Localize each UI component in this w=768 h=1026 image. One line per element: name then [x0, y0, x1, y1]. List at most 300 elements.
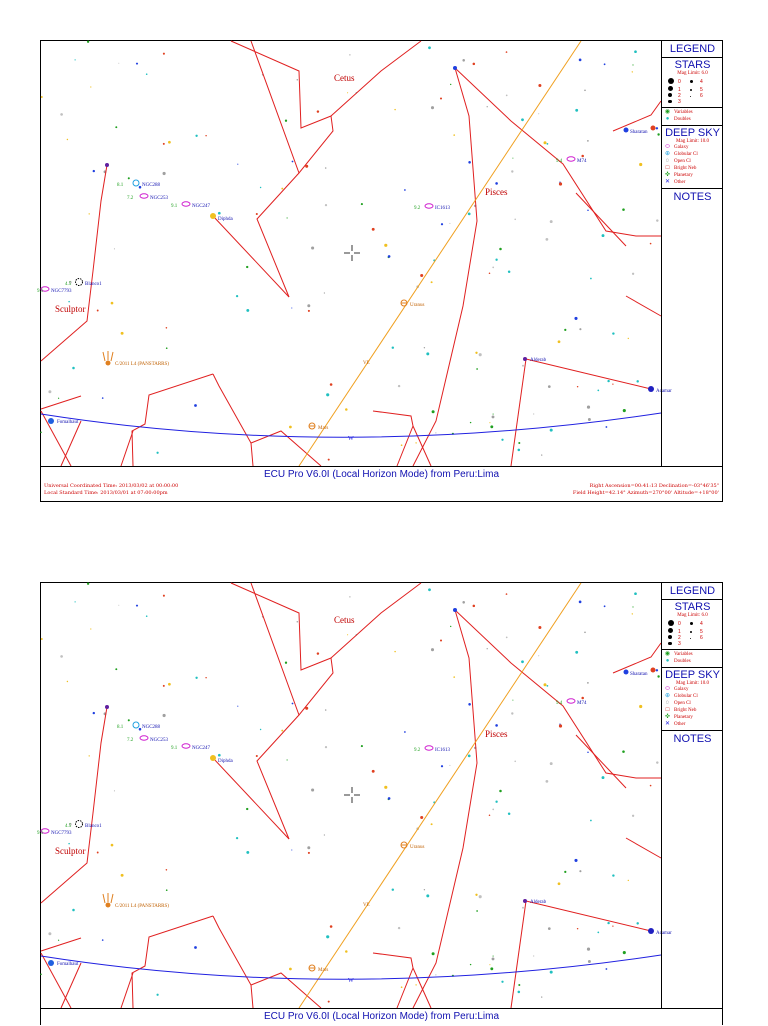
- background-star: [156, 994, 158, 996]
- background-star: [501, 981, 503, 983]
- background-star: [398, 927, 400, 929]
- background-star: [404, 189, 406, 191]
- background-star: [428, 588, 431, 591]
- legend-panel: [661, 583, 723, 1008]
- background-star: [384, 786, 387, 789]
- background-star: [597, 390, 599, 392]
- background-star: [139, 728, 142, 731]
- background-star: [495, 182, 498, 185]
- legend-open-cluster: Open Cl: [674, 701, 691, 706]
- background-star: [518, 442, 520, 444]
- label-fomalhaut: Fomalhaut: [57, 420, 79, 425]
- background-star: [575, 109, 578, 112]
- background-star: [587, 210, 589, 212]
- planet-mars-marker[interactable]: [309, 423, 315, 429]
- background-star: [297, 621, 299, 623]
- double-star-icon: ●: [665, 116, 670, 122]
- legend-other: Other: [674, 180, 686, 185]
- background-star: [550, 220, 553, 223]
- background-star: [146, 615, 148, 617]
- background-star: [432, 410, 435, 413]
- sculptor-line-a: [41, 165, 107, 361]
- background-star: [163, 143, 165, 145]
- open-cluster-icon[interactable]: [76, 821, 83, 828]
- background-star: [440, 97, 442, 99]
- background-star: [347, 92, 348, 93]
- background-star: [453, 676, 455, 678]
- background-star: [475, 894, 477, 896]
- cetus-line-d: [213, 758, 289, 839]
- background-star: [590, 820, 592, 822]
- background-star: [236, 837, 238, 839]
- pisces-line-d: [626, 838, 661, 858]
- background-star: [559, 182, 562, 185]
- background-star: [538, 626, 541, 629]
- background-star: [506, 593, 508, 595]
- label-acamar: Acamar: [656, 931, 672, 936]
- background-star: [136, 63, 138, 65]
- mag-m74: 9.4: [556, 159, 563, 164]
- star-acamar[interactable]: [648, 386, 654, 392]
- pisces-line-g: [526, 901, 651, 931]
- footer-local-time: Local Standard Time: 2013/03/01 at 07:00:00pm: [44, 490, 168, 496]
- mag-ngc247: 9.1: [171, 746, 178, 751]
- background-star: [548, 385, 551, 388]
- background-star: [587, 682, 589, 684]
- background-star: [544, 683, 547, 686]
- label-ic1613: IC1613: [435, 748, 450, 753]
- background-star: [650, 785, 652, 787]
- legend-planetary: Planetary: [674, 715, 693, 720]
- background-star: [475, 352, 477, 354]
- background-star: [581, 155, 584, 158]
- background-star: [479, 353, 482, 356]
- background-star: [289, 426, 292, 429]
- crosshair-icon: [344, 245, 360, 261]
- background-star: [476, 368, 478, 370]
- background-star: [75, 601, 76, 602]
- background-star: [468, 703, 471, 706]
- star-alderab[interactable]: [523, 899, 527, 903]
- background-star: [431, 281, 433, 283]
- background-star: [632, 606, 633, 607]
- background-star: [521, 118, 524, 121]
- legend-stars-mag: Mag Limit: 6.0: [677, 71, 708, 76]
- background-star: [656, 761, 658, 763]
- mag-ngc247: 9.1: [171, 204, 178, 209]
- background-star: [559, 724, 562, 727]
- background-star: [163, 595, 165, 597]
- background-star: [349, 54, 350, 55]
- background-star: [72, 367, 75, 370]
- background-star: [587, 948, 590, 951]
- label-comet: C/2011 L4 (PANSTARRS): [115, 904, 169, 909]
- background-star: [326, 935, 329, 938]
- background-star: [48, 932, 51, 935]
- label-sharatan: Sharatan: [630, 130, 648, 135]
- star-sculptor-top: [105, 705, 109, 709]
- background-star: [401, 444, 403, 446]
- background-star: [68, 843, 70, 845]
- background-star: [450, 626, 451, 627]
- background-star: [518, 991, 521, 994]
- background-star: [522, 365, 524, 367]
- background-star: [511, 170, 513, 172]
- background-star: [632, 613, 633, 614]
- background-star: [260, 729, 261, 730]
- footer-time-info: [44, 483, 178, 497]
- background-star: [522, 907, 524, 909]
- background-star: [508, 270, 511, 273]
- background-star: [325, 746, 327, 748]
- legend-other: Other: [674, 722, 686, 727]
- background-star: [317, 652, 319, 654]
- background-star: [657, 675, 659, 677]
- background-star: [345, 408, 348, 411]
- background-star: [345, 950, 348, 953]
- background-star: [574, 317, 577, 320]
- comet-icon[interactable]: [103, 893, 113, 908]
- legend-deepsky-title: DEEP SKY: [665, 669, 720, 681]
- background-star: [40, 973, 42, 975]
- label-sculptor: Sculptor: [55, 846, 86, 856]
- globular-cluster-icon[interactable]: [133, 722, 139, 728]
- label-uranus: Uranus: [410, 845, 425, 850]
- background-star: [67, 139, 68, 140]
- background-star: [550, 762, 553, 765]
- star-alrescha[interactable]: [651, 668, 656, 673]
- planet-uranus-marker[interactable]: [401, 300, 407, 306]
- background-star: [590, 278, 592, 280]
- background-star: [490, 967, 493, 970]
- magnitude-scale: 0 4 1 5 2 6 3: [668, 620, 721, 647]
- galaxy-icon[interactable]: [567, 699, 575, 703]
- label-m74: M74: [577, 701, 587, 706]
- star-fomalhaut[interactable]: [48, 418, 54, 424]
- footer-title: ECU Pro V6.0I (Local Horizon Mode) from Peru:Lima: [263, 469, 500, 480]
- background-star: [398, 385, 400, 387]
- label-ngc7793: NGC7793: [51, 289, 72, 294]
- background-star: [128, 719, 130, 721]
- background-star: [632, 64, 633, 65]
- galaxy-icon[interactable]: [140, 736, 148, 740]
- background-star: [156, 452, 158, 454]
- mag-ngc253: 7.2: [127, 738, 134, 743]
- star-alderab[interactable]: [523, 357, 527, 361]
- label-diphda: Diphda: [218, 759, 233, 764]
- cetus-line-b: [257, 173, 299, 297]
- background-star: [506, 637, 508, 639]
- background-star: [521, 660, 524, 663]
- background-star: [163, 685, 165, 687]
- background-star: [468, 755, 471, 758]
- background-star: [501, 439, 503, 441]
- galaxy-icon[interactable]: [425, 746, 433, 750]
- background-star: [512, 158, 513, 159]
- background-star: [605, 968, 607, 970]
- galaxy-icon[interactable]: [425, 204, 433, 208]
- label-pisces: Pisces: [485, 187, 508, 197]
- background-star: [72, 909, 75, 912]
- background-star: [308, 310, 310, 312]
- background-star: [546, 238, 549, 241]
- background-star: [146, 73, 148, 75]
- pisces-line-c: [576, 735, 626, 788]
- label-ngc288: NGC288: [142, 725, 161, 730]
- legend-variables: Variables: [674, 110, 693, 115]
- background-star: [628, 338, 629, 339]
- background-star: [260, 187, 261, 188]
- open-cluster-icon[interactable]: [76, 279, 83, 286]
- background-star: [632, 273, 634, 275]
- background-star: [533, 413, 534, 414]
- background-star: [623, 951, 626, 954]
- background-star: [166, 327, 168, 329]
- background-star: [292, 703, 294, 705]
- background-star: [511, 712, 513, 714]
- label-fomalhaut: Fomalhaut: [57, 962, 79, 967]
- background-star: [325, 167, 327, 169]
- background-star: [41, 638, 43, 640]
- background-star: [426, 894, 429, 897]
- double-star-icon: ●: [665, 658, 670, 664]
- background-star: [324, 292, 325, 293]
- label-ngc253: NGC253: [150, 196, 169, 201]
- label-ngc247: NGC247: [192, 204, 211, 209]
- other-object-icon: ✕: [664, 721, 671, 727]
- background-star: [246, 808, 248, 810]
- background-star: [558, 882, 561, 885]
- background-star: [136, 605, 138, 607]
- background-star: [392, 346, 394, 348]
- background-star: [514, 761, 516, 763]
- background-star: [60, 113, 63, 116]
- background-star: [581, 697, 584, 700]
- sculptor-line-e: [121, 431, 133, 466]
- background-star: [489, 964, 490, 965]
- background-star: [584, 89, 586, 91]
- star-diphda[interactable]: [210, 755, 216, 761]
- background-star: [281, 730, 283, 732]
- star-map-svg: [37, 41, 672, 466]
- label-cetus: Cetus: [334, 615, 355, 625]
- background-star: [118, 605, 119, 606]
- background-star: [579, 328, 581, 330]
- background-star: [237, 706, 238, 707]
- background-star: [650, 243, 652, 245]
- star-map[interactable]: [37, 41, 672, 466]
- background-star: [394, 109, 395, 110]
- background-star: [93, 170, 95, 172]
- pisces-line-e: [373, 411, 413, 466]
- legend-notes-title: NOTES: [673, 733, 712, 745]
- background-star: [602, 234, 605, 237]
- horizon-line: [41, 955, 661, 979]
- background-star: [256, 755, 258, 757]
- background-star: [492, 957, 495, 960]
- background-star: [121, 332, 124, 335]
- background-star: [462, 601, 465, 604]
- other-object-icon: ✕: [664, 179, 671, 185]
- sculptor-line-a: [41, 707, 107, 903]
- background-star: [166, 869, 168, 871]
- background-star: [166, 889, 168, 891]
- background-star: [285, 120, 287, 122]
- legend-stars-title: STARS: [674, 59, 711, 71]
- pisces-line-b: [455, 610, 661, 778]
- galaxy-icon[interactable]: [182, 202, 190, 206]
- legend-deepsky-mag: Mag Limit: 10.0: [676, 139, 709, 144]
- background-star: [281, 188, 283, 190]
- star-alrescha[interactable]: [651, 126, 656, 131]
- label-comet: C/2011 L4 (PANSTARRS): [115, 362, 169, 367]
- sculptor-line-f: [41, 938, 81, 951]
- legend-planetary: Planetary: [674, 173, 693, 178]
- star-sharatan[interactable]: [624, 128, 629, 133]
- pisces-line-a: [413, 68, 477, 466]
- label-sculptor: Sculptor: [55, 304, 86, 314]
- background-star: [449, 223, 450, 224]
- background-star: [656, 219, 658, 221]
- background-star: [579, 601, 582, 604]
- background-star: [420, 816, 423, 819]
- background-star: [462, 59, 465, 62]
- background-star: [468, 213, 471, 216]
- star-cetus-top: [453, 608, 457, 612]
- star-sharatan[interactable]: [624, 670, 629, 675]
- background-star: [163, 714, 166, 717]
- background-star: [587, 140, 589, 142]
- background-star: [489, 815, 491, 817]
- background-star: [499, 790, 502, 793]
- background-star: [87, 41, 89, 43]
- galaxy-icon[interactable]: [140, 194, 148, 198]
- background-star: [205, 677, 206, 678]
- background-star: [541, 996, 542, 997]
- background-star: [102, 397, 104, 399]
- background-star: [308, 852, 310, 854]
- background-stars: [40, 41, 660, 461]
- star-fomalhaut[interactable]: [48, 960, 54, 966]
- background-star: [195, 135, 197, 137]
- background-star: [636, 922, 638, 924]
- background-star: [90, 628, 91, 629]
- background-star: [297, 79, 299, 81]
- background-star: [432, 952, 435, 955]
- background-star: [492, 415, 495, 418]
- background-star: [489, 273, 491, 275]
- star-acamar[interactable]: [648, 928, 654, 934]
- background-star: [401, 986, 403, 988]
- planet-mars-marker[interactable]: [309, 965, 315, 971]
- background-star: [470, 422, 471, 423]
- constellation-lines: [41, 583, 661, 1008]
- background-star: [495, 724, 498, 727]
- legend-stars-section: [662, 58, 723, 108]
- label-alderab: Alderab: [530, 358, 547, 363]
- cetus-line-b: [257, 715, 299, 839]
- planet-uranus-marker[interactable]: [401, 842, 407, 848]
- legend-stars-section: [662, 600, 723, 650]
- background-star: [538, 113, 539, 114]
- background-star: [506, 95, 508, 97]
- legend-variables-section: [662, 108, 723, 126]
- background-star: [114, 248, 115, 249]
- sculptor-line-c: [213, 374, 253, 466]
- background-star: [450, 84, 451, 85]
- legend-globular: Globular Cl: [674, 694, 698, 699]
- galaxy-icon[interactable]: [567, 157, 575, 161]
- background-star: [424, 347, 425, 348]
- comet-icon[interactable]: [103, 351, 113, 366]
- mag-blanco1: 4.5: [65, 824, 72, 829]
- label-vernal-equinox: VE: [363, 361, 370, 366]
- globular-cluster-icon[interactable]: [133, 180, 139, 186]
- footer-title: ECU Pro V6.0I (Local Horizon Mode) from Peru:Lima: [263, 1011, 500, 1022]
- background-star: [58, 398, 59, 399]
- background-star: [325, 204, 327, 206]
- label-vernal-equinox: VE: [363, 903, 370, 908]
- background-star: [68, 301, 70, 303]
- background-star: [656, 127, 658, 129]
- background-star: [307, 304, 310, 307]
- background-star: [584, 631, 586, 633]
- background-star: [487, 106, 488, 107]
- background-star: [634, 50, 637, 53]
- sculptor-line-h: [61, 963, 81, 1008]
- background-star: [168, 141, 171, 144]
- background-star: [441, 223, 443, 225]
- background-star: [449, 765, 450, 766]
- chart-footer: [41, 466, 722, 502]
- background-star: [622, 750, 625, 753]
- background-star: [493, 414, 494, 415]
- globular-cluster-icon: ⊕: [664, 693, 671, 699]
- background-star: [492, 809, 494, 811]
- background-star: [114, 790, 115, 791]
- background-star: [58, 940, 59, 941]
- background-star: [628, 880, 629, 881]
- background-star: [404, 731, 406, 733]
- sculptor-line-c: [213, 916, 253, 1008]
- background-star: [487, 648, 488, 649]
- label-sharatan: Sharatan: [630, 672, 648, 677]
- legend-bright-nebula: Bright Neb: [674, 166, 697, 171]
- background-star: [431, 648, 434, 651]
- galaxy-icon[interactable]: [182, 744, 190, 748]
- background-star: [89, 213, 90, 214]
- label-blanco1: Blanco1: [85, 824, 102, 829]
- background-star: [139, 186, 142, 189]
- star-diphda[interactable]: [210, 213, 216, 219]
- background-star: [292, 161, 294, 163]
- star-map[interactable]: [37, 583, 672, 1008]
- pisces-line-e: [373, 953, 413, 1008]
- background-star: [612, 925, 613, 926]
- background-star: [394, 651, 395, 652]
- label-west: W: [348, 978, 354, 984]
- background-star: [639, 705, 642, 708]
- label-west: W: [348, 436, 354, 442]
- variable-star-icon: ◉: [664, 651, 671, 657]
- background-star: [75, 59, 76, 60]
- open-cluster-icon: ◌: [665, 700, 670, 706]
- background-star: [166, 347, 168, 349]
- background-star: [111, 844, 114, 847]
- background-star: [607, 922, 609, 924]
- background-star: [564, 871, 566, 873]
- background-star: [533, 955, 534, 956]
